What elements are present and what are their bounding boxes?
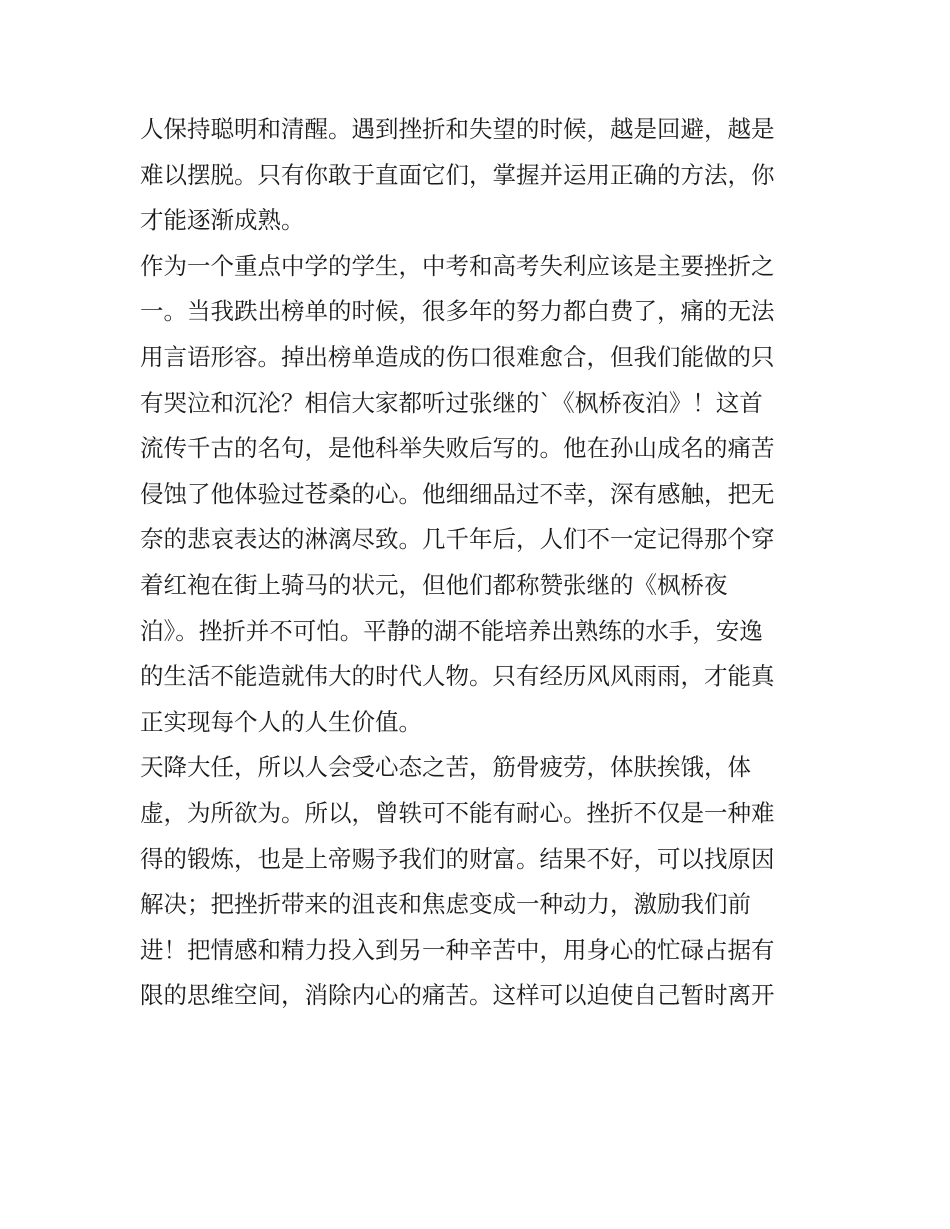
text-line: 得的锻炼，也是上帝赐予我们的财富。结果不好，可以找原因 — [140, 844, 775, 873]
text-line: 才能逐渐成熟。 — [140, 206, 305, 235]
text-line: 一。当我跌出榜单的时候，很多年的努力都白费了，痛的无法 — [140, 297, 775, 326]
text-line: 有哭泣和沉沦？相信大家都听过张继的`《枫桥夜泊》！这首 — [140, 388, 763, 417]
text-line: 限的思维空间，消除内心的痛苦。这样可以迫使自己暂时离开 — [140, 981, 775, 1010]
text-line: 正实现每个人的人生价值。 — [140, 707, 422, 736]
text-line: 的生活不能造就伟大的时代人物。只有经历风风雨雨，才能真 — [140, 662, 775, 691]
text-line: 侵蚀了他体验过苍桑的心。他细细品过不幸，深有感触，把无 — [140, 479, 775, 508]
text-line: 着红袍在街上骑马的状元，但他们都称赞张继的《枫桥夜 — [140, 570, 728, 599]
body-text — [140, 107, 820, 1019]
text-line: 虚，为所欲为。所以，曾轶可不能有耐心。挫折不仅是一种难 — [140, 798, 775, 827]
text-line: 进！把情感和精力投入到另一种辛苦中，用身心的忙碌占据有 — [140, 935, 775, 964]
text-line: 流传千古的名句，是他科举失败后写的。他在孙山成名的痛苦 — [140, 434, 775, 463]
text-line: 泊》。挫折并不可怕。平静的湖不能培养出熟练的水手，安逸 — [140, 616, 763, 645]
text-line: 难以摆脱。只有你敢于直面它们，掌握并运用正确的方法，你 — [140, 160, 775, 189]
text-line: 天降大任，所以人会受心态之苦，筋骨疲劳，体肤挨饿，体 — [140, 753, 751, 782]
text-line: 用言语形容。掉出榜单造成的伤口很难愈合，但我们能做的只 — [140, 342, 775, 371]
text-line: 作为一个重点中学的学生，中考和高考失利应该是主要挫折之 — [140, 251, 775, 280]
text-line: 人保持聪明和清醒。遇到挫折和失望的时候，越是回避，越是 — [140, 115, 775, 143]
text-line: 解决；把挫折带来的沮丧和焦虑变成一种动力，激励我们前 — [140, 890, 751, 919]
text-line: 奈的悲哀表达的淋漓尽致。几千年后，人们不一定记得那个穿 — [140, 525, 775, 554]
